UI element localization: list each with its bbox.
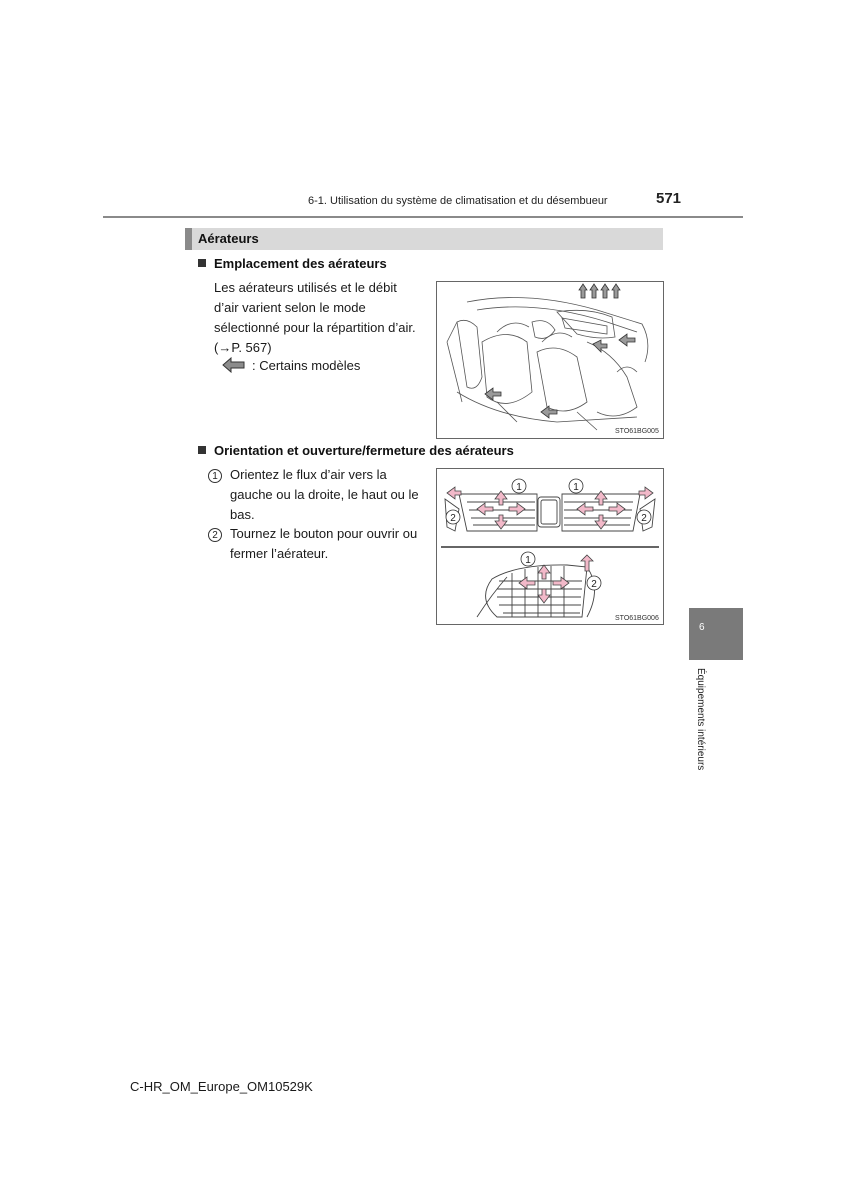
chapter-tab-label: Équipements intérieurs (695, 668, 706, 771)
legend-some-models: : Certains modèles (222, 356, 360, 376)
step-1-number (208, 465, 222, 485)
square-bullet-icon (198, 446, 206, 454)
vent-location-paragraph: Les aérateurs utilisés et le débit d’air varient selon le mode sélectionné pour la répartition d’air. (→P. 567) (214, 280, 416, 355)
vent-adjustment-illustration (437, 469, 663, 624)
circled-number-2: 2 (208, 528, 222, 542)
airflow-arrow-legend-icon (222, 357, 246, 373)
chapter-tab (689, 608, 743, 660)
square-bullet-icon (198, 259, 206, 267)
chapter-tab-number: 6 (699, 622, 705, 633)
step-2-text: Tournez le bouton pour ouvrir ou fermer l’aérateur. (230, 526, 418, 561)
callout-1-left: 1 (516, 482, 522, 493)
step-2-number (208, 524, 222, 544)
callout-1-right: 1 (573, 482, 579, 493)
header-divider (103, 216, 743, 218)
callout-1-lower: 1 (525, 555, 531, 566)
page-number: 571 (656, 190, 682, 207)
circled-number-1: 1 (208, 469, 222, 483)
car-interior-illustration (437, 282, 663, 438)
figure-code: STO61BG006 (615, 615, 659, 622)
section-title: Aérateurs (198, 231, 259, 246)
chapter-title: 6-1. Utilisation du système de climatisation et du désembueur (308, 195, 608, 207)
callout-2-left: 2 (450, 513, 456, 524)
document-code: C-HR_OM_Europe_OM10529K (130, 1079, 313, 1094)
step-1-text: Orientez le flux d’air vers la gauche ou la droite, le haut ou le bas. (230, 467, 419, 522)
callout-2-right: 2 (641, 513, 647, 524)
figure-code: STO61BG005 (615, 428, 659, 435)
figure-vent-adjustment (436, 468, 664, 625)
callout-2-lower: 2 (591, 579, 597, 590)
subheading-vent-orientation: Orientation et ouverture/fermeture des aérateurs (198, 443, 514, 458)
section-bar-accent (185, 228, 192, 250)
subheading-vent-location: Emplacement des aérateurs (198, 256, 387, 271)
figure-vent-locations (436, 281, 664, 439)
